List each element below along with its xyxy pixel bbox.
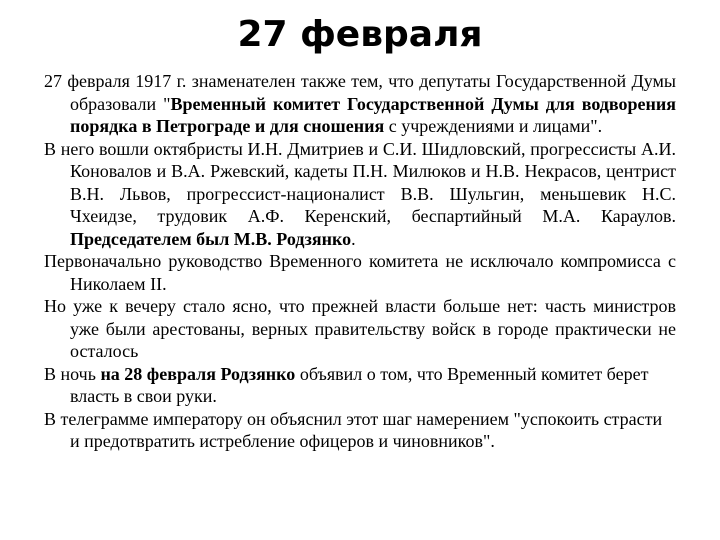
paragraph-text: В ночь (44, 363, 101, 384)
paragraph-members (44, 138, 676, 251)
paragraph-bold: Председателем был М.В. Родзянко (70, 228, 352, 249)
paragraph-text: . (351, 228, 356, 249)
paragraph-committee (44, 70, 676, 138)
paragraph-bold: на 28 февраля Родзянко (100, 363, 296, 384)
paragraph-text: с учреждениями и лицами". (384, 116, 603, 136)
paragraph-text: В телеграмме императору он объяснил этот шаг намерением "успокоить страсти и предотвратить истребление офицеров и чиновников". (44, 408, 663, 451)
paragraph-night (44, 363, 676, 408)
paragraph-text: объявил о том, что Временный комитет берет власть в свои руки. (70, 363, 649, 406)
paragraph-text: Первоначально руководство Временного комитета не исключало компромисса с Николаем II. (44, 251, 676, 294)
paragraph-telegram (44, 408, 676, 453)
slide-body (44, 70, 676, 453)
paragraph-text: В него вошли октябристы И.Н. Дмитриев и С.И. Шидловский, прогрессисты А.И. Коновалов и В.А. Ржевский, кадеты П.Н. Милюков и Н.В. Некрасов, центрист В.Н. Львов, прогрессист-националист В.В. Шульгин, меньшевик Н.С. Чхеидзе, трудовик А.Ф. Керенский, беспартийный М.А. Караулов. (44, 138, 676, 226)
slide-title: 27 февраля (237, 14, 483, 55)
paragraph-evening (44, 295, 676, 363)
paragraph-compromise (44, 250, 676, 295)
paragraph-text: 27 февраля 1917 г. знаменателен также тем, что депутаты Государственной Думы образовали " (44, 71, 676, 114)
paragraph-text: Но уже к вечеру стало ясно, что прежней власти больше нет: часть министров уже были арестованы, верных правительству войск в городе практически не осталось (44, 296, 676, 361)
paragraph-bold: Временный комитет Государственной Думы для водворения порядка в Петрограде и для сношения (70, 93, 676, 136)
